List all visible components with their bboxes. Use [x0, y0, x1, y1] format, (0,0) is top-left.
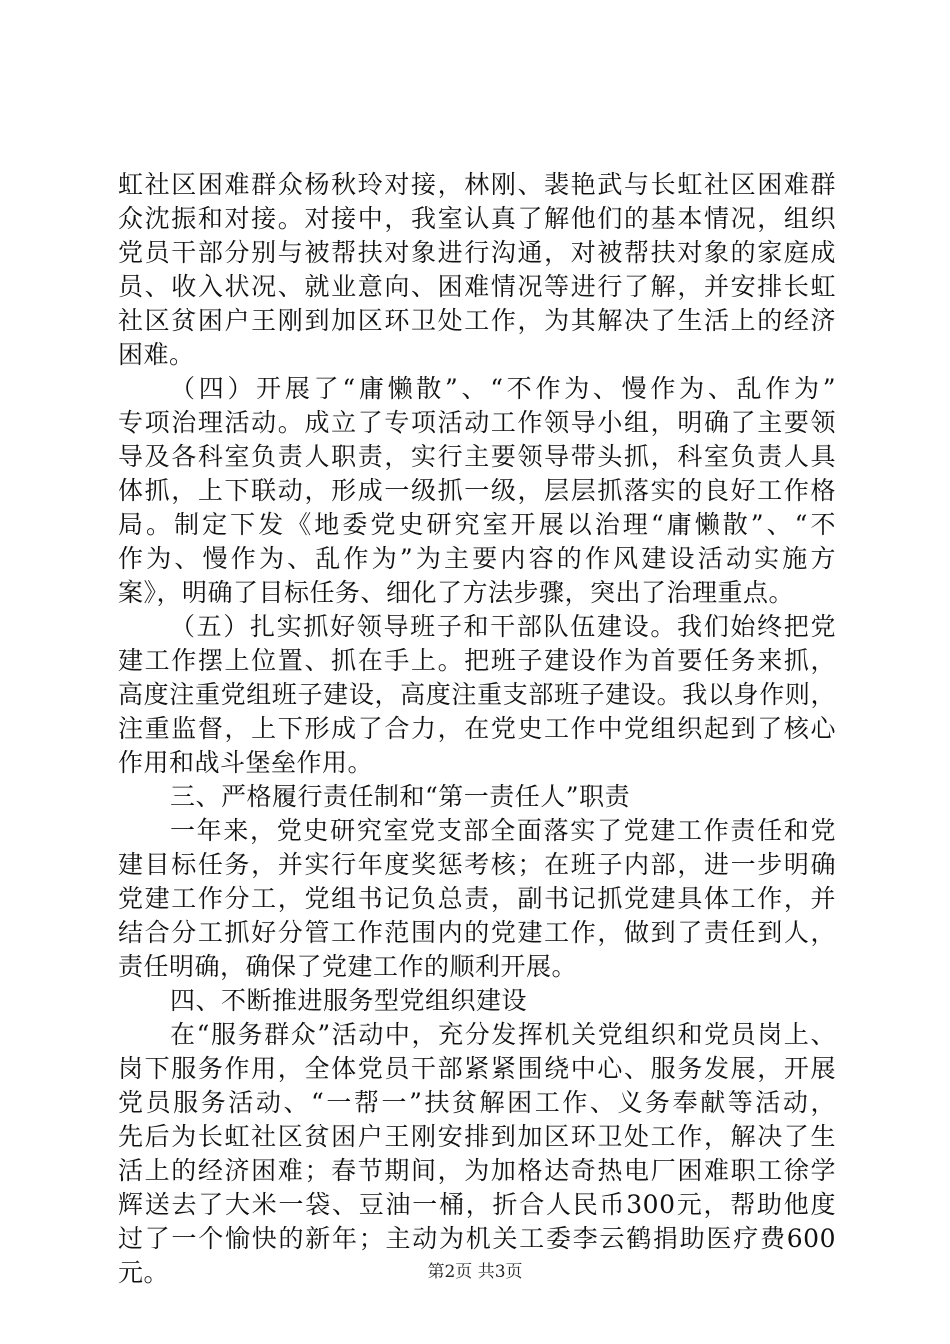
text-line: 一年来，党史研究室党支部全面落实了党建工作责任和党: [170, 816, 836, 845]
section-heading-three: 三、严格履行责任制和“第一责任人”职责: [170, 782, 631, 811]
text-line: 先后为长虹社区贫困户王刚安排到加区环卫处工作，解决了生: [118, 1122, 836, 1151]
text-line: 体抓，上下联动，形成一级抓一级，层层抓落实的良好工作格: [118, 476, 836, 505]
text-line: 作用和战斗堡垒作用。: [118, 748, 374, 777]
text-line: 党员服务活动、“一帮一”扶贫解困工作、义务奉献等活动，: [118, 1088, 836, 1117]
text-line: 高度注重党组班子建设，高度注重支部班子建设。我以身作则，: [118, 680, 836, 709]
section-heading-four: 四、不断推进服务型党组织建设: [170, 986, 528, 1015]
text-line: 局。制定下发《地委党史研究室开展以治理“庸懒散”、“不: [118, 510, 836, 539]
text-line: 困难。: [118, 340, 195, 369]
text-line: 作为、慢作为、乱作为”为主要内容的作风建设活动实施方: [118, 544, 836, 573]
section-five-heading-line: （五）扎实抓好领导班子和干部队伍建设。我们始终把党: [170, 612, 836, 641]
text-line: 活上的经济困难；春节期间，为加格达奇热电厂困难职工徐学: [118, 1156, 836, 1185]
text-line: 众沈振和对接。对接中，我室认真了解他们的基本情况，组织: [118, 204, 836, 233]
text-line: 辉送去了大米一袋、豆油一桶，折合人民币300元，帮助他度: [118, 1190, 836, 1219]
text-line: 专项治理活动。成立了专项活动工作领导小组，明确了主要领: [118, 408, 836, 437]
text-line: 岗下服务作用，全体党员干部紧紧围绕中心、服务发展，开展: [118, 1054, 836, 1083]
text-line: 虹社区困难群众杨秋玲对接，林刚、裴艳武与长虹社区困难群: [118, 170, 836, 199]
text-line: 党员干部分别与被帮扶对象进行沟通，对被帮扶对象的家庭成: [118, 238, 836, 267]
text-line: 过了一个愉快的新年；主动为机关工委李云鹤捐助医疗费600: [118, 1224, 836, 1253]
text-line: 建目标任务，并实行年度奖惩考核；在班子内部，进一步明确: [118, 850, 836, 879]
text-line: 建工作摆上位置、抓在手上。把班子建设作为首要任务来抓，: [118, 646, 836, 675]
text-line: 在“服务群众”活动中，充分发挥机关党组织和党员岗上、: [170, 1020, 836, 1049]
text-line: 社区贫困户王刚到加区环卫处工作，为其解决了生活上的经济: [118, 306, 836, 335]
text-line: 元。: [118, 1258, 170, 1287]
text-line: 责任明确，确保了党建工作的顺利开展。: [118, 952, 578, 981]
text-line: 注重监督，上下形成了合力，在党史工作中党组织起到了核心: [118, 714, 836, 743]
text-line: 员、收入状况、就业意向、困难情况等进行了解，并安排长虹: [118, 272, 836, 301]
page-number-footer: 第2页 共3页: [427, 1262, 523, 1282]
text-line: 党建工作分工，党组书记负总责，副书记抓党建具体工作，并: [118, 884, 836, 913]
section-four-heading-line: （四）开展了“庸懒散”、“不作为、慢作为、乱作为”: [170, 374, 836, 403]
text-line: 结合分工抓好分管工作范围内的党建工作，做到了责任到人，: [118, 918, 836, 947]
text-line: 导及各科室负责人职责，实行主要领导带头抓，科室负责人具: [118, 442, 836, 471]
document-body: [118, 168, 836, 1290]
text-line: 案》，明确了目标任务、细化了方法步骤，突出了治理重点。: [118, 578, 795, 607]
